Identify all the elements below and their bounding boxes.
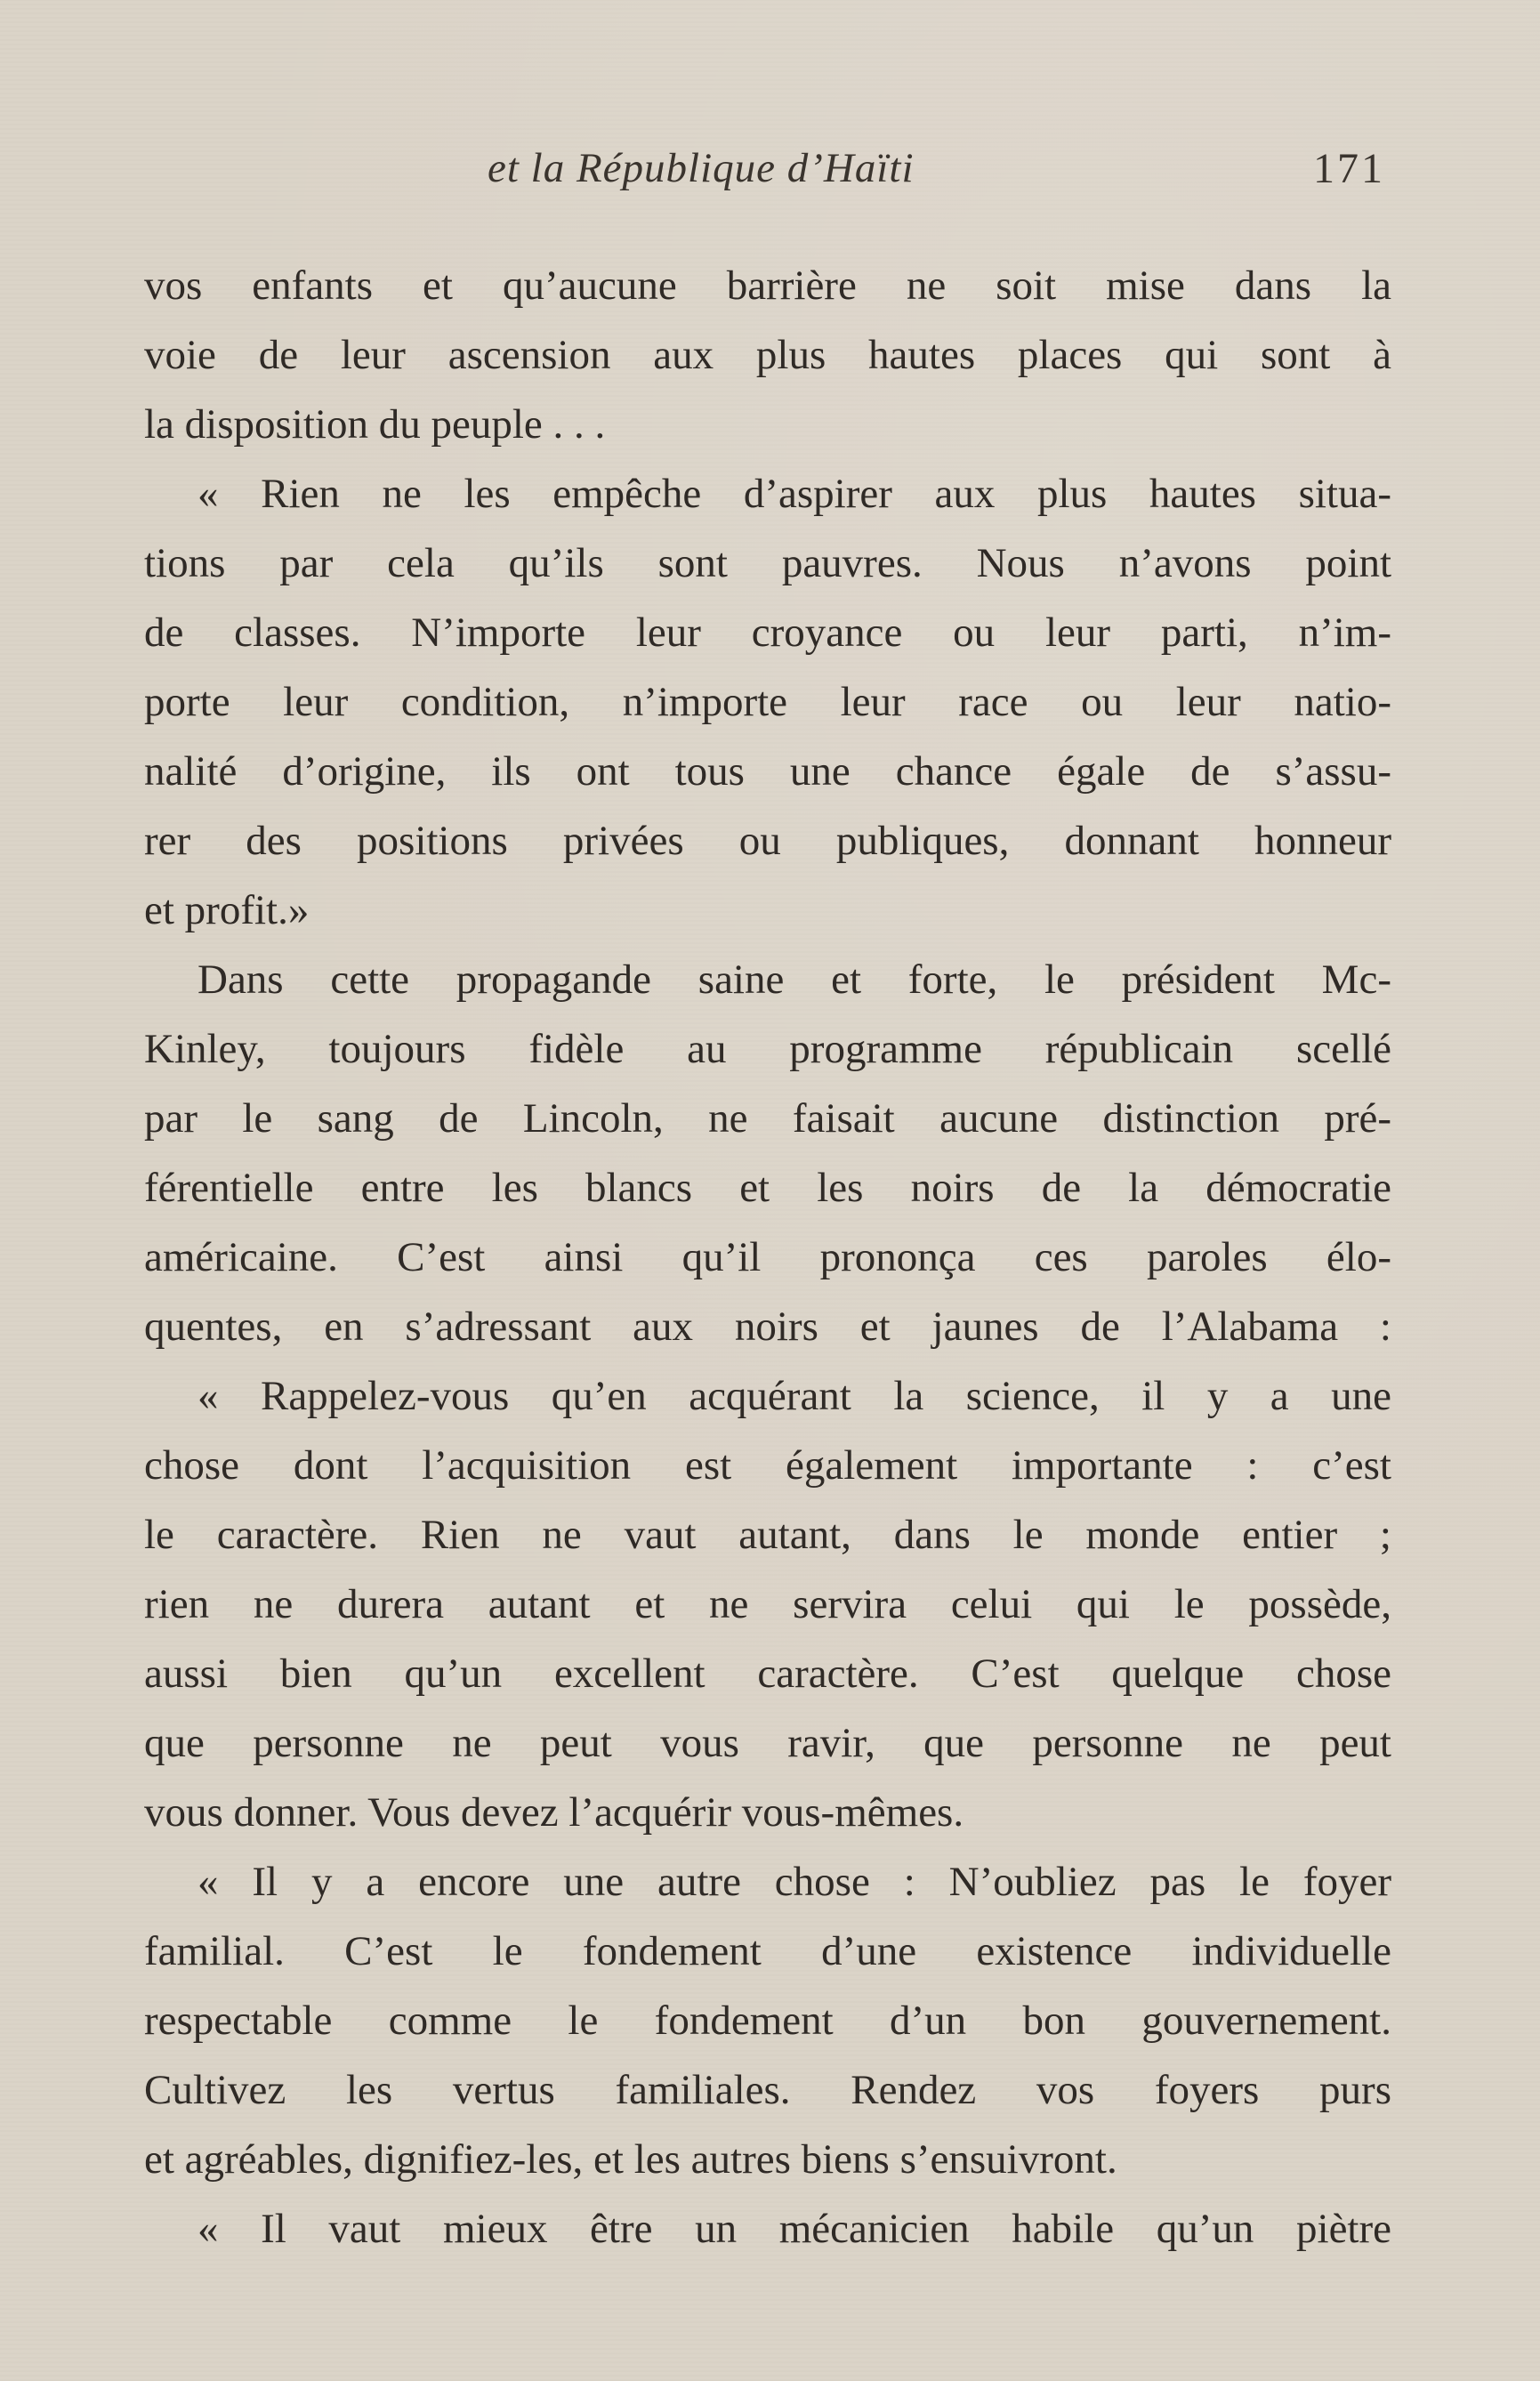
text-line: nalité d’origine, ils ont tous une chance égale de s’assu- — [144, 748, 1391, 795]
text-line: « Rappelez-vous qu’en acquérant la science, il y a une — [198, 1373, 1391, 1419]
text-line: Kinley, toujours fidèle au programme républicain scellé — [144, 1026, 1391, 1072]
page-number: 171 — [1313, 145, 1385, 192]
text-line: la disposition du peuple . . . — [144, 401, 606, 448]
text-line: vos enfants et qu’aucune barrière ne soit mise dans la — [144, 262, 1391, 309]
text-line: par le sang de Lincoln, ne faisait aucune distinction pré- — [144, 1095, 1391, 1142]
text-line: « Il y a encore une autre chose : N’oubliez pas le foyer — [198, 1859, 1391, 1905]
text-line: « Rien ne les empêche d’aspirer aux plus hautes situa- — [198, 471, 1391, 517]
text-line: férentielle entre les blancs et les noirs de la démocratie — [144, 1165, 1391, 1211]
text-line: tions par cela qu’ils sont pauvres. Nous n’avons point — [144, 540, 1391, 586]
text-line: rien ne durera autant et ne servira celui qui le possède, — [144, 1581, 1391, 1627]
running-title: et la République d’Haïti — [488, 145, 915, 191]
text-line: rer des positions privées ou publiques, donnant honneur — [144, 818, 1391, 864]
running-head — [0, 144, 1540, 206]
text-line: familial. C’est le fondement d’une existence individuelle — [144, 1928, 1391, 1974]
text-line: vous donner. Vous devez l’acquérir vous-mêmes. — [144, 1789, 964, 1836]
text-line: Dans cette propagande saine et forte, le président Mc- — [198, 956, 1391, 1003]
text-line: et profit.» — [144, 887, 310, 933]
text-line: voie de leur ascension aux plus hautes places qui sont à — [144, 332, 1391, 378]
text-line: aussi bien qu’un excellent caractère. C’est quelque chose — [144, 1651, 1391, 1697]
text-line: de classes. N’importe leur croyance ou leur parti, n’im- — [144, 609, 1391, 656]
text-line: quentes, en s’adressant aux noirs et jaunes de l’Alabama : — [144, 1303, 1391, 1350]
text-line: Cultivez les vertus familiales. Rendez vos foyers purs — [144, 2067, 1391, 2113]
text-line: que personne ne peut vous ravir, que personne ne peut — [144, 1720, 1391, 1766]
text-line: « Il vaut mieux être un mécanicien habile qu’un piètre — [198, 2206, 1391, 2252]
text-line: respectable comme le fondement d’un bon gouvernement. — [144, 1998, 1391, 2044]
text-line: et agréables, dignifiez-les, et les autres biens s’ensuivront. — [144, 2136, 1117, 2183]
text-line: américaine. C’est ainsi qu’il prononça ces paroles élo- — [144, 1234, 1391, 1280]
text-line: porte leur condition, n’importe leur race ou leur natio- — [144, 679, 1391, 725]
text-line: chose dont l’acquisition est également importante : c’est — [144, 1442, 1391, 1489]
text-line: le caractère. Rien ne vaut autant, dans le monde entier ; — [144, 1512, 1391, 1558]
body-text — [144, 251, 1391, 2264]
